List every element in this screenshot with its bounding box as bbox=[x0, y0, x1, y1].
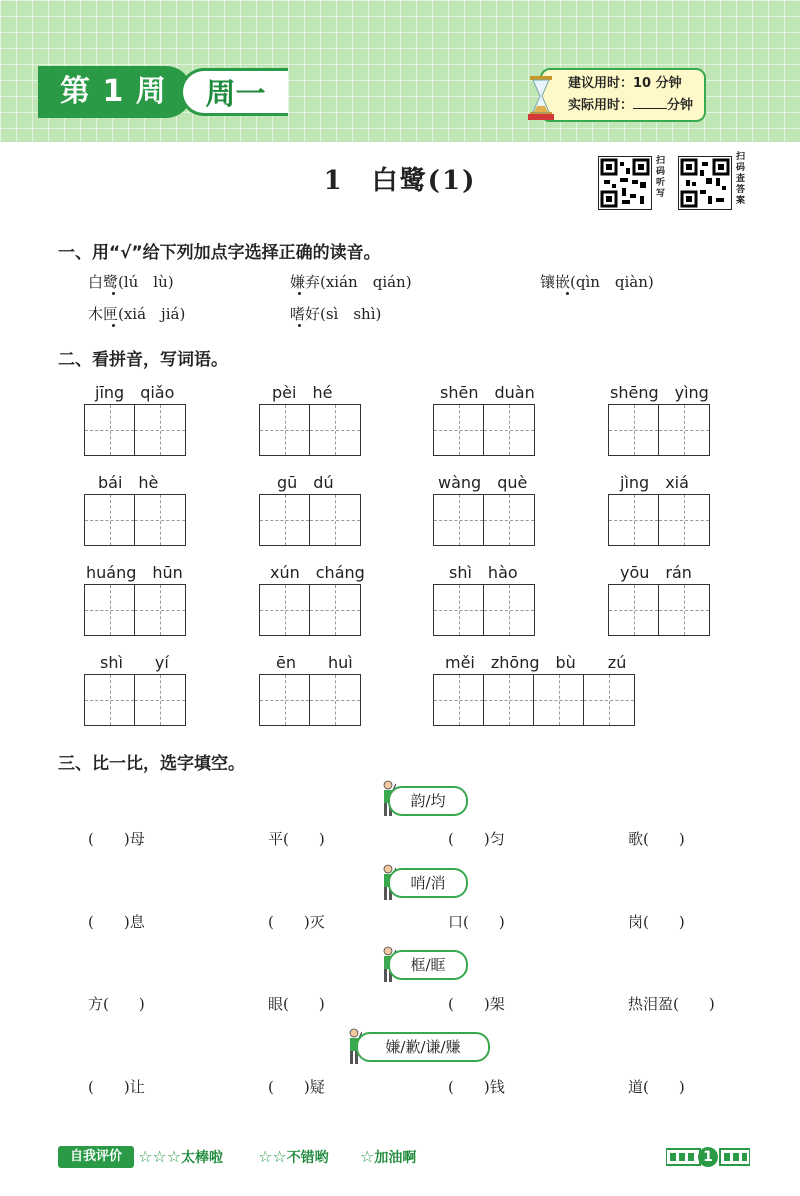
pinyin-label: shì yí bbox=[100, 653, 169, 672]
writing-grid[interactable] bbox=[433, 494, 535, 546]
fill-blank[interactable]: ( )灭 bbox=[268, 913, 325, 931]
eval-option-three-stars[interactable]: ☆☆☆太棒啦 bbox=[138, 1147, 224, 1166]
pinyin-label: pèi hé bbox=[272, 383, 333, 402]
qr-code-answers[interactable] bbox=[678, 156, 732, 210]
pinyin-label: huáng hūn bbox=[86, 563, 183, 582]
fill-blank[interactable]: ( )让 bbox=[88, 1078, 145, 1096]
pinyin-label: wàng què bbox=[438, 473, 528, 492]
pinyin-label: ēn huì bbox=[276, 653, 353, 672]
char-pair-box: 哨/消 bbox=[388, 868, 468, 898]
fill-blank[interactable]: ( )母 bbox=[88, 830, 145, 848]
emphasis-dot bbox=[112, 292, 115, 295]
writing-grid[interactable] bbox=[608, 404, 710, 456]
fill-blank[interactable]: 道( ) bbox=[628, 1078, 685, 1096]
pinyin-label: měi zhōng bù zú bbox=[445, 653, 627, 672]
char-pair-box: 嫌/歉/谦/赚 bbox=[356, 1032, 490, 1062]
fill-blank[interactable]: ( )钱 bbox=[448, 1078, 505, 1096]
emphasis-dot bbox=[298, 292, 301, 295]
page-number: 1 bbox=[703, 1149, 713, 1165]
qr-code-dictation[interactable] bbox=[598, 156, 652, 210]
writing-grid[interactable] bbox=[259, 584, 361, 636]
qr-label-answers: 扫码查答案 bbox=[736, 152, 746, 206]
pinyin-label: gū dú bbox=[277, 473, 334, 492]
char-pair-box: 框/眶 bbox=[388, 950, 468, 980]
pronunciation-item[interactable]: 白鹭(lú lù) bbox=[88, 273, 174, 291]
fill-blank[interactable]: ( )息 bbox=[88, 913, 145, 931]
star-icon: ☆ bbox=[360, 1147, 375, 1166]
fill-blank[interactable]: 热泪盈( ) bbox=[628, 995, 715, 1013]
char-pair-box: 韵/均 bbox=[388, 786, 468, 816]
writing-grid[interactable] bbox=[84, 404, 186, 456]
week-tag: 第 1 周 bbox=[38, 66, 192, 118]
emphasis-dot bbox=[566, 292, 569, 295]
fill-blank[interactable]: 歌( ) bbox=[628, 830, 685, 848]
fill-blank[interactable]: 平( ) bbox=[268, 830, 325, 848]
writing-grid[interactable] bbox=[259, 404, 361, 456]
pronunciation-item[interactable]: 木匣(xiá jiá) bbox=[88, 305, 186, 323]
pinyin-label: xún cháng bbox=[270, 563, 365, 582]
fill-blank[interactable]: 岗( ) bbox=[628, 913, 685, 931]
eval-option-two-stars[interactable]: ☆☆不错哟 bbox=[258, 1147, 329, 1166]
pronunciation-item[interactable]: 镶嵌(qìn qiàn) bbox=[540, 273, 654, 291]
writing-grid[interactable] bbox=[433, 404, 535, 456]
fill-blank[interactable]: ( )架 bbox=[448, 995, 505, 1013]
pronunciation-item[interactable]: 嫌弃(xián qián) bbox=[290, 273, 412, 291]
fill-blank[interactable]: ( )匀 bbox=[448, 830, 505, 848]
section1-heading: 一、用“√”给下列加点字选择正确的读音。 bbox=[58, 243, 381, 263]
writing-grid[interactable] bbox=[84, 674, 186, 726]
emphasis-dot bbox=[112, 324, 115, 327]
pinyin-label: bái hè bbox=[98, 473, 159, 492]
section3-heading: 三、比一比，选字填空。 bbox=[58, 754, 245, 774]
writing-grid[interactable] bbox=[433, 584, 535, 636]
fill-blank[interactable]: 眼( ) bbox=[268, 995, 325, 1013]
writing-grid[interactable] bbox=[259, 674, 361, 726]
star-icon: ☆☆☆ bbox=[138, 1147, 182, 1166]
writing-grid[interactable] bbox=[84, 584, 186, 636]
pinyin-label: shēn duàn bbox=[440, 383, 535, 402]
writing-grid[interactable] bbox=[84, 494, 186, 546]
pinyin-label: jīng qiǎo bbox=[95, 383, 175, 402]
fill-blank[interactable]: ( )疑 bbox=[268, 1078, 325, 1096]
eval-option-one-star[interactable]: ☆加油啊 bbox=[360, 1147, 417, 1166]
self-eval-label: 自我评价 bbox=[58, 1146, 134, 1168]
writing-grid[interactable] bbox=[433, 674, 635, 726]
day-tag: 周一 bbox=[180, 68, 288, 116]
writing-grid[interactable] bbox=[259, 494, 361, 546]
writing-grid[interactable] bbox=[608, 584, 710, 636]
emphasis-dot bbox=[298, 324, 301, 327]
pinyin-label: jìng xiá bbox=[620, 473, 689, 492]
pinyin-label: shì hào bbox=[449, 563, 518, 582]
fill-blank[interactable]: 口( ) bbox=[448, 913, 505, 931]
suggested-time: 建议用时：10 分钟 bbox=[568, 76, 682, 91]
qr-label-dictation: 扫码听写 bbox=[656, 156, 666, 199]
pinyin-label: shēng yìng bbox=[610, 383, 709, 402]
writing-grid[interactable] bbox=[608, 494, 710, 546]
lesson-title: 1 白鹭(1) bbox=[323, 166, 477, 196]
actual-time: 实际用时： 分钟 bbox=[568, 98, 694, 113]
hourglass-icon bbox=[528, 74, 554, 120]
fill-blank[interactable]: 方( ) bbox=[88, 995, 145, 1013]
time-box bbox=[540, 68, 706, 122]
star-icon: ☆☆ bbox=[258, 1147, 287, 1166]
section2-heading: 二、看拼音，写词语。 bbox=[58, 350, 228, 370]
pronunciation-item[interactable]: 嗜好(sì shì) bbox=[290, 305, 382, 323]
pinyin-label: yōu rán bbox=[620, 563, 692, 582]
